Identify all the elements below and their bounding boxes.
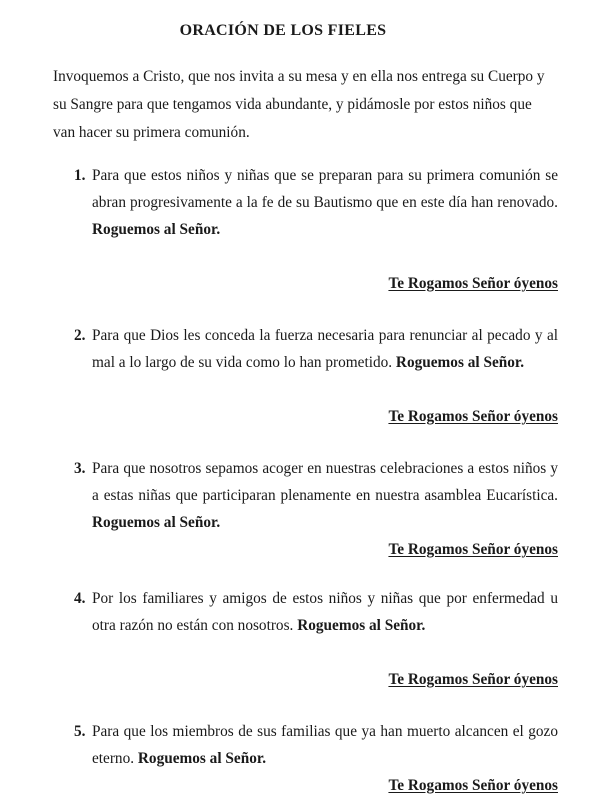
petition-closing-2: Roguemos al Señor. <box>395 354 525 371</box>
petition-item-1 <box>0 162 600 243</box>
response-text-1: Te Rogamos Señor óyenos <box>388 275 558 292</box>
petition-closing-5: Roguemos al Señor. <box>137 750 267 767</box>
petition-body-text-5: Para que los miembros de sus familias que ya han muerto alcancen el gozo eterno. <box>92 723 558 767</box>
petition-body-text-1: Para que estos niños y niñas que se preparan para su primera comunión se abran progresivamente a la fe de su Bautismo que en este día han renovado. <box>92 167 558 211</box>
petition-number-1: 1. <box>74 167 86 184</box>
petition-number-4: 4. <box>74 590 86 607</box>
petition-body-text-4: Por los familiares y amigos de estos niños y niñas que por enfermedad u otra razón no están con nosotros. <box>92 590 558 634</box>
petition-closing-4: Roguemos al Señor. <box>297 617 426 634</box>
petition-text-1 <box>74 162 558 243</box>
intro-paragraph: Invoquemos a Cristo, que nos invita a su mesa y en ella nos entrega su Cuerpo y su Sangre para que tengamos vida abundante, y pidámosle por estos niños que van hacer su primera comunión. <box>53 68 545 142</box>
petition-text-2 <box>74 322 558 376</box>
response-text-2: Te Rogamos Señor óyenos <box>388 408 558 425</box>
petition-item-3 <box>0 455 600 536</box>
petition-text-3 <box>74 455 558 536</box>
congregation-response-1 <box>0 270 558 297</box>
response-text-3: Te Rogamos Señor óyenos <box>388 541 558 558</box>
petition-body-text-3: Para que nosotros sepamos acoger en nuestras celebraciones a estos niños y a estas niñas que participaran plenamente en nuestra asamblea Eucarística. <box>92 460 558 504</box>
congregation-response-5 <box>0 772 558 799</box>
petition-text-5 <box>74 718 558 772</box>
congregation-response-4 <box>0 666 558 693</box>
petition-text-4 <box>74 585 558 639</box>
page-title: ORACIÓN DE LOS FIELES <box>179 21 387 39</box>
spacer <box>0 376 600 403</box>
spacer <box>0 563 600 585</box>
spacer <box>0 297 600 322</box>
spacer <box>0 430 600 455</box>
petition-item-2 <box>0 322 600 376</box>
petition-body-text-2: Para que Dios les conceda la fuerza necesaria para renunciar al pecado y al mal a lo largo de su vida como lo han prometido. <box>92 327 558 371</box>
petition-number-5: 5. <box>74 723 86 740</box>
spacer <box>0 693 600 718</box>
congregation-response-3 <box>0 536 558 563</box>
response-text-4: Te Rogamos Señor óyenos <box>388 671 558 688</box>
petition-closing-3: Roguemos al Señor. <box>92 514 221 531</box>
petition-number-2: 2. <box>74 327 86 344</box>
petition-list <box>0 162 600 799</box>
petition-item-4 <box>0 585 600 639</box>
petition-closing-1: Roguemos al Señor. <box>92 221 221 238</box>
petition-number-3: 3. <box>74 460 86 477</box>
petition-item-5 <box>0 718 600 772</box>
spacer <box>0 639 600 666</box>
spacer <box>0 243 600 270</box>
response-text-5: Te Rogamos Señor óyenos <box>388 777 558 794</box>
congregation-response-2 <box>0 403 558 430</box>
